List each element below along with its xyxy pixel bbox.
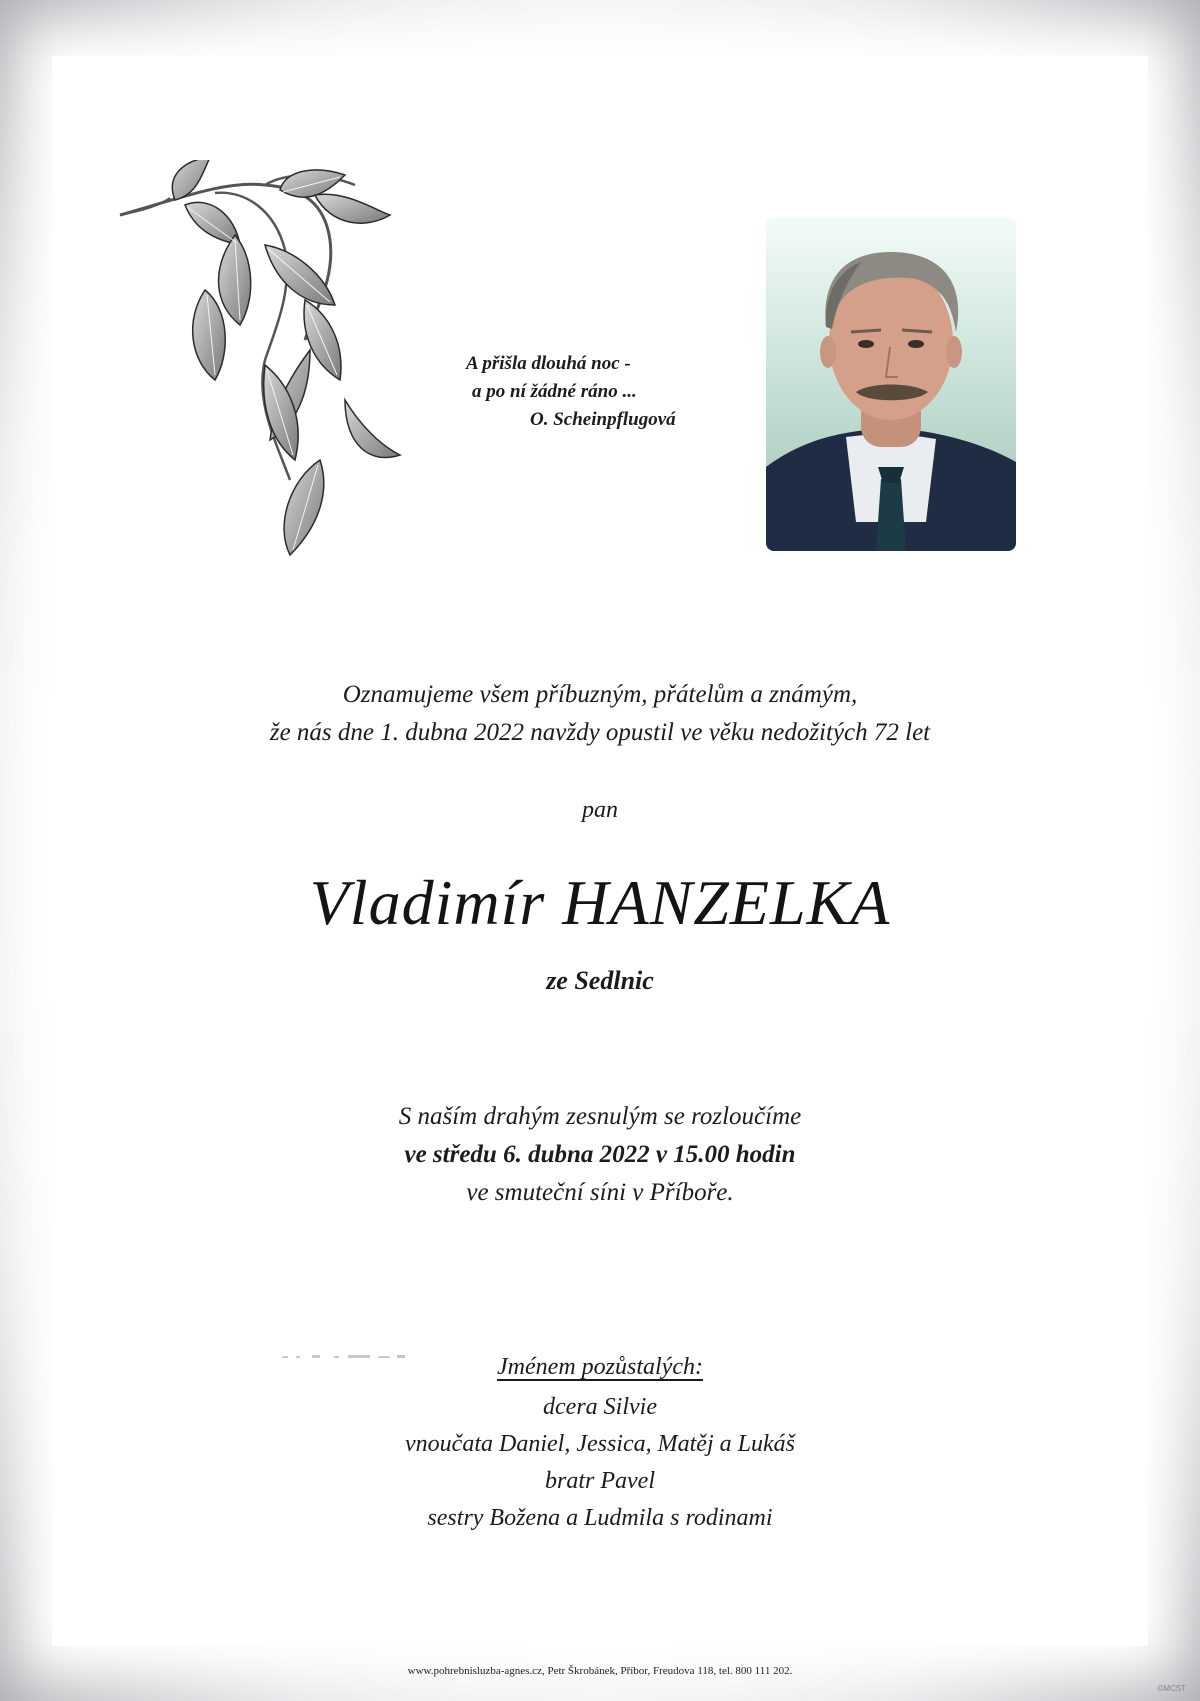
- portrait-photo: [766, 217, 1016, 551]
- quote-author: O. Scheinpflugová: [530, 409, 676, 430]
- deceased-name: Vladimír HANZELKA: [309, 867, 891, 938]
- death-announcement: [0, 676, 1200, 752]
- funeral-service-footer: www.pohrebnisluzba-agnes.cz, Petr Škrobánek, Příbor, Freudova 118, tel. 800 111 202.: [407, 1665, 793, 1677]
- announcement-line-2: že nás dne 1. dubna 2022 navždy opustil ve věku nedožitých 72 let: [269, 719, 931, 746]
- funeral-details: [0, 1098, 1200, 1212]
- quote-line-2: a po ní žádné ráno ...: [472, 381, 637, 402]
- survivor-line: vnoučata Daniel, Jessica, Matěj a Lukáš: [405, 1431, 795, 1457]
- leaf-branch-ornament: [115, 160, 435, 610]
- survivor-line: dcera Silvie: [543, 1394, 657, 1420]
- deceased-origin: ze Sedlnic: [546, 966, 654, 995]
- survivor-line: bratr Pavel: [545, 1468, 655, 1494]
- memorial-quote: [466, 350, 716, 434]
- funeral-line-1: S naším drahým zesnulým se rozloučíme: [398, 1103, 802, 1130]
- honorific: pan: [582, 797, 618, 823]
- survivors-list: [0, 1349, 1200, 1537]
- funeral-place: ve smuteční síni v Příboře.: [466, 1179, 734, 1206]
- quote-line-1: A přišla dlouhá noc -: [466, 353, 631, 374]
- watermark: ©MCST: [1157, 1684, 1186, 1693]
- survivors-heading: Jménem pozůstalých:: [497, 1354, 703, 1380]
- announcement-line-1: Oznamujeme všem příbuzným, přátelům a známým,: [342, 681, 858, 708]
- survivor-line: sestry Božena a Ludmila s rodinami: [427, 1505, 773, 1531]
- funeral-date-time: ve středu 6. dubna 2022 v 15.00 hodin: [404, 1141, 796, 1168]
